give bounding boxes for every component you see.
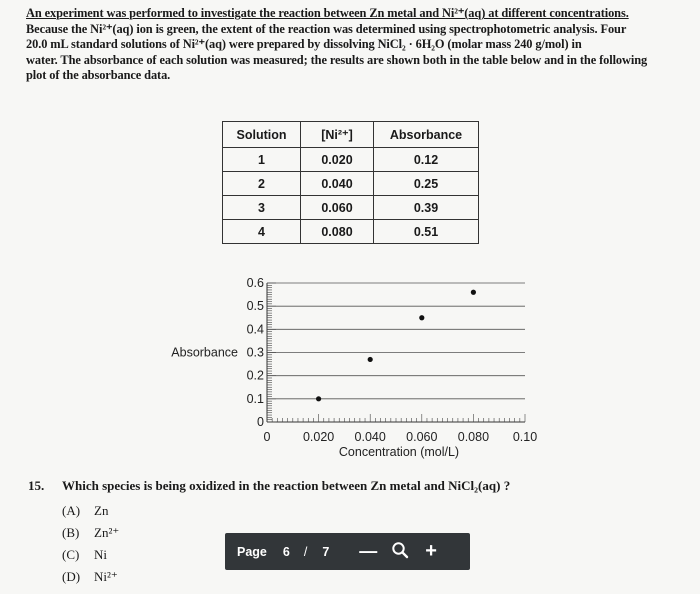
intro-line-4: water. The absorbance of each solution was measured; the results are shown both in the table below and in the following (26, 52, 648, 67)
option-text: Zn²⁺ (94, 525, 120, 540)
question-number: 15. (28, 478, 45, 493)
y-tick-label: 0.6 (246, 276, 264, 290)
option-text: Ni (94, 547, 107, 562)
data-point (316, 396, 321, 401)
total-pages: 7 (322, 544, 330, 559)
cell-concentration: 0.080 (301, 220, 374, 244)
cell-concentration: 0.040 (301, 172, 374, 196)
intro-line-1: An experiment was performed to investigate the reaction between Zn metal and Ni²⁺(aq) at different concentrations. (26, 6, 629, 20)
option-letter: (C) (62, 547, 80, 562)
answer-options (62, 500, 119, 588)
data-point (471, 290, 476, 295)
y-tick-label: 0.2 (246, 368, 264, 383)
cell-solution: 2 (223, 172, 301, 196)
question-15 (28, 478, 510, 494)
option-text: Zn (94, 503, 109, 518)
x-tick-label: 0 (263, 430, 271, 444)
x-tick-label: 0.040 (354, 430, 386, 444)
data-point (368, 357, 373, 362)
page-separator: / (303, 544, 308, 559)
zoom-out-button[interactable]: — (359, 541, 378, 561)
zoom-magnifier-icon[interactable] (391, 541, 409, 562)
cell-absorbance: 0.51 (374, 220, 479, 244)
x-tick-label: 0.10 (512, 430, 538, 444)
option-letter: (A) (62, 503, 81, 518)
x-tick-label: 0.080 (457, 430, 490, 444)
pdf-page-toolbar (225, 533, 470, 570)
option-a[interactable] (62, 500, 119, 522)
cell-absorbance: 0.25 (374, 172, 479, 196)
y-tick-label: 0.3 (246, 345, 264, 360)
intro-line-3: 20.0 mL standard solutions of Ni²⁺(aq) were prepared by dissolving NiCl₂ · 6H₂O (molar mass 240 g/mol) in (26, 37, 582, 51)
x-tick-label: 0.060 (406, 430, 438, 444)
header-absorbance: Absorbance (374, 122, 479, 148)
cell-solution: 4 (223, 220, 301, 244)
intro-line-5: plot of the absorbance data. (26, 68, 171, 82)
page-label: Page (237, 544, 267, 559)
option-b[interactable] (62, 522, 119, 544)
y-tick-label: 0.1 (246, 391, 264, 406)
x-axis-title: Concentration (mol/L) (338, 445, 460, 459)
option-c[interactable] (62, 544, 119, 566)
y-tick-label: 0 (257, 415, 264, 429)
data-point (419, 315, 424, 320)
option-text: Ni²⁺ (94, 569, 118, 584)
header-solution: Solution (223, 122, 301, 148)
cell-absorbance: 0.12 (374, 148, 479, 172)
cell-absorbance: 0.39 (374, 196, 479, 220)
option-letter: (D) (62, 569, 81, 584)
cell-solution: 1 (223, 148, 301, 172)
cell-concentration: 0.020 (301, 148, 374, 172)
intro-line-2: Because the Ni²⁺(aq) ion is green, the extent of the reaction was determined using spectrophotometric analysis. Four (26, 21, 627, 36)
x-tick-label: 0.020 (302, 430, 335, 444)
option-letter: (B) (62, 525, 80, 540)
y-axis-title: Absorbance (171, 345, 238, 360)
option-d[interactable] (62, 566, 119, 588)
header-concentration: [Ni²⁺] (301, 122, 374, 148)
y-tick-label: 0.4 (246, 322, 264, 337)
cell-concentration: 0.060 (301, 196, 374, 220)
question-text: Which species is being oxidized in the reaction between Zn metal and NiCl₂(aq) ? (62, 478, 511, 493)
cell-solution: 3 (223, 196, 301, 220)
y-tick-label: 0.5 (246, 299, 264, 314)
current-page-input[interactable]: 6 (282, 544, 290, 559)
zoom-in-button[interactable]: + (425, 540, 437, 562)
